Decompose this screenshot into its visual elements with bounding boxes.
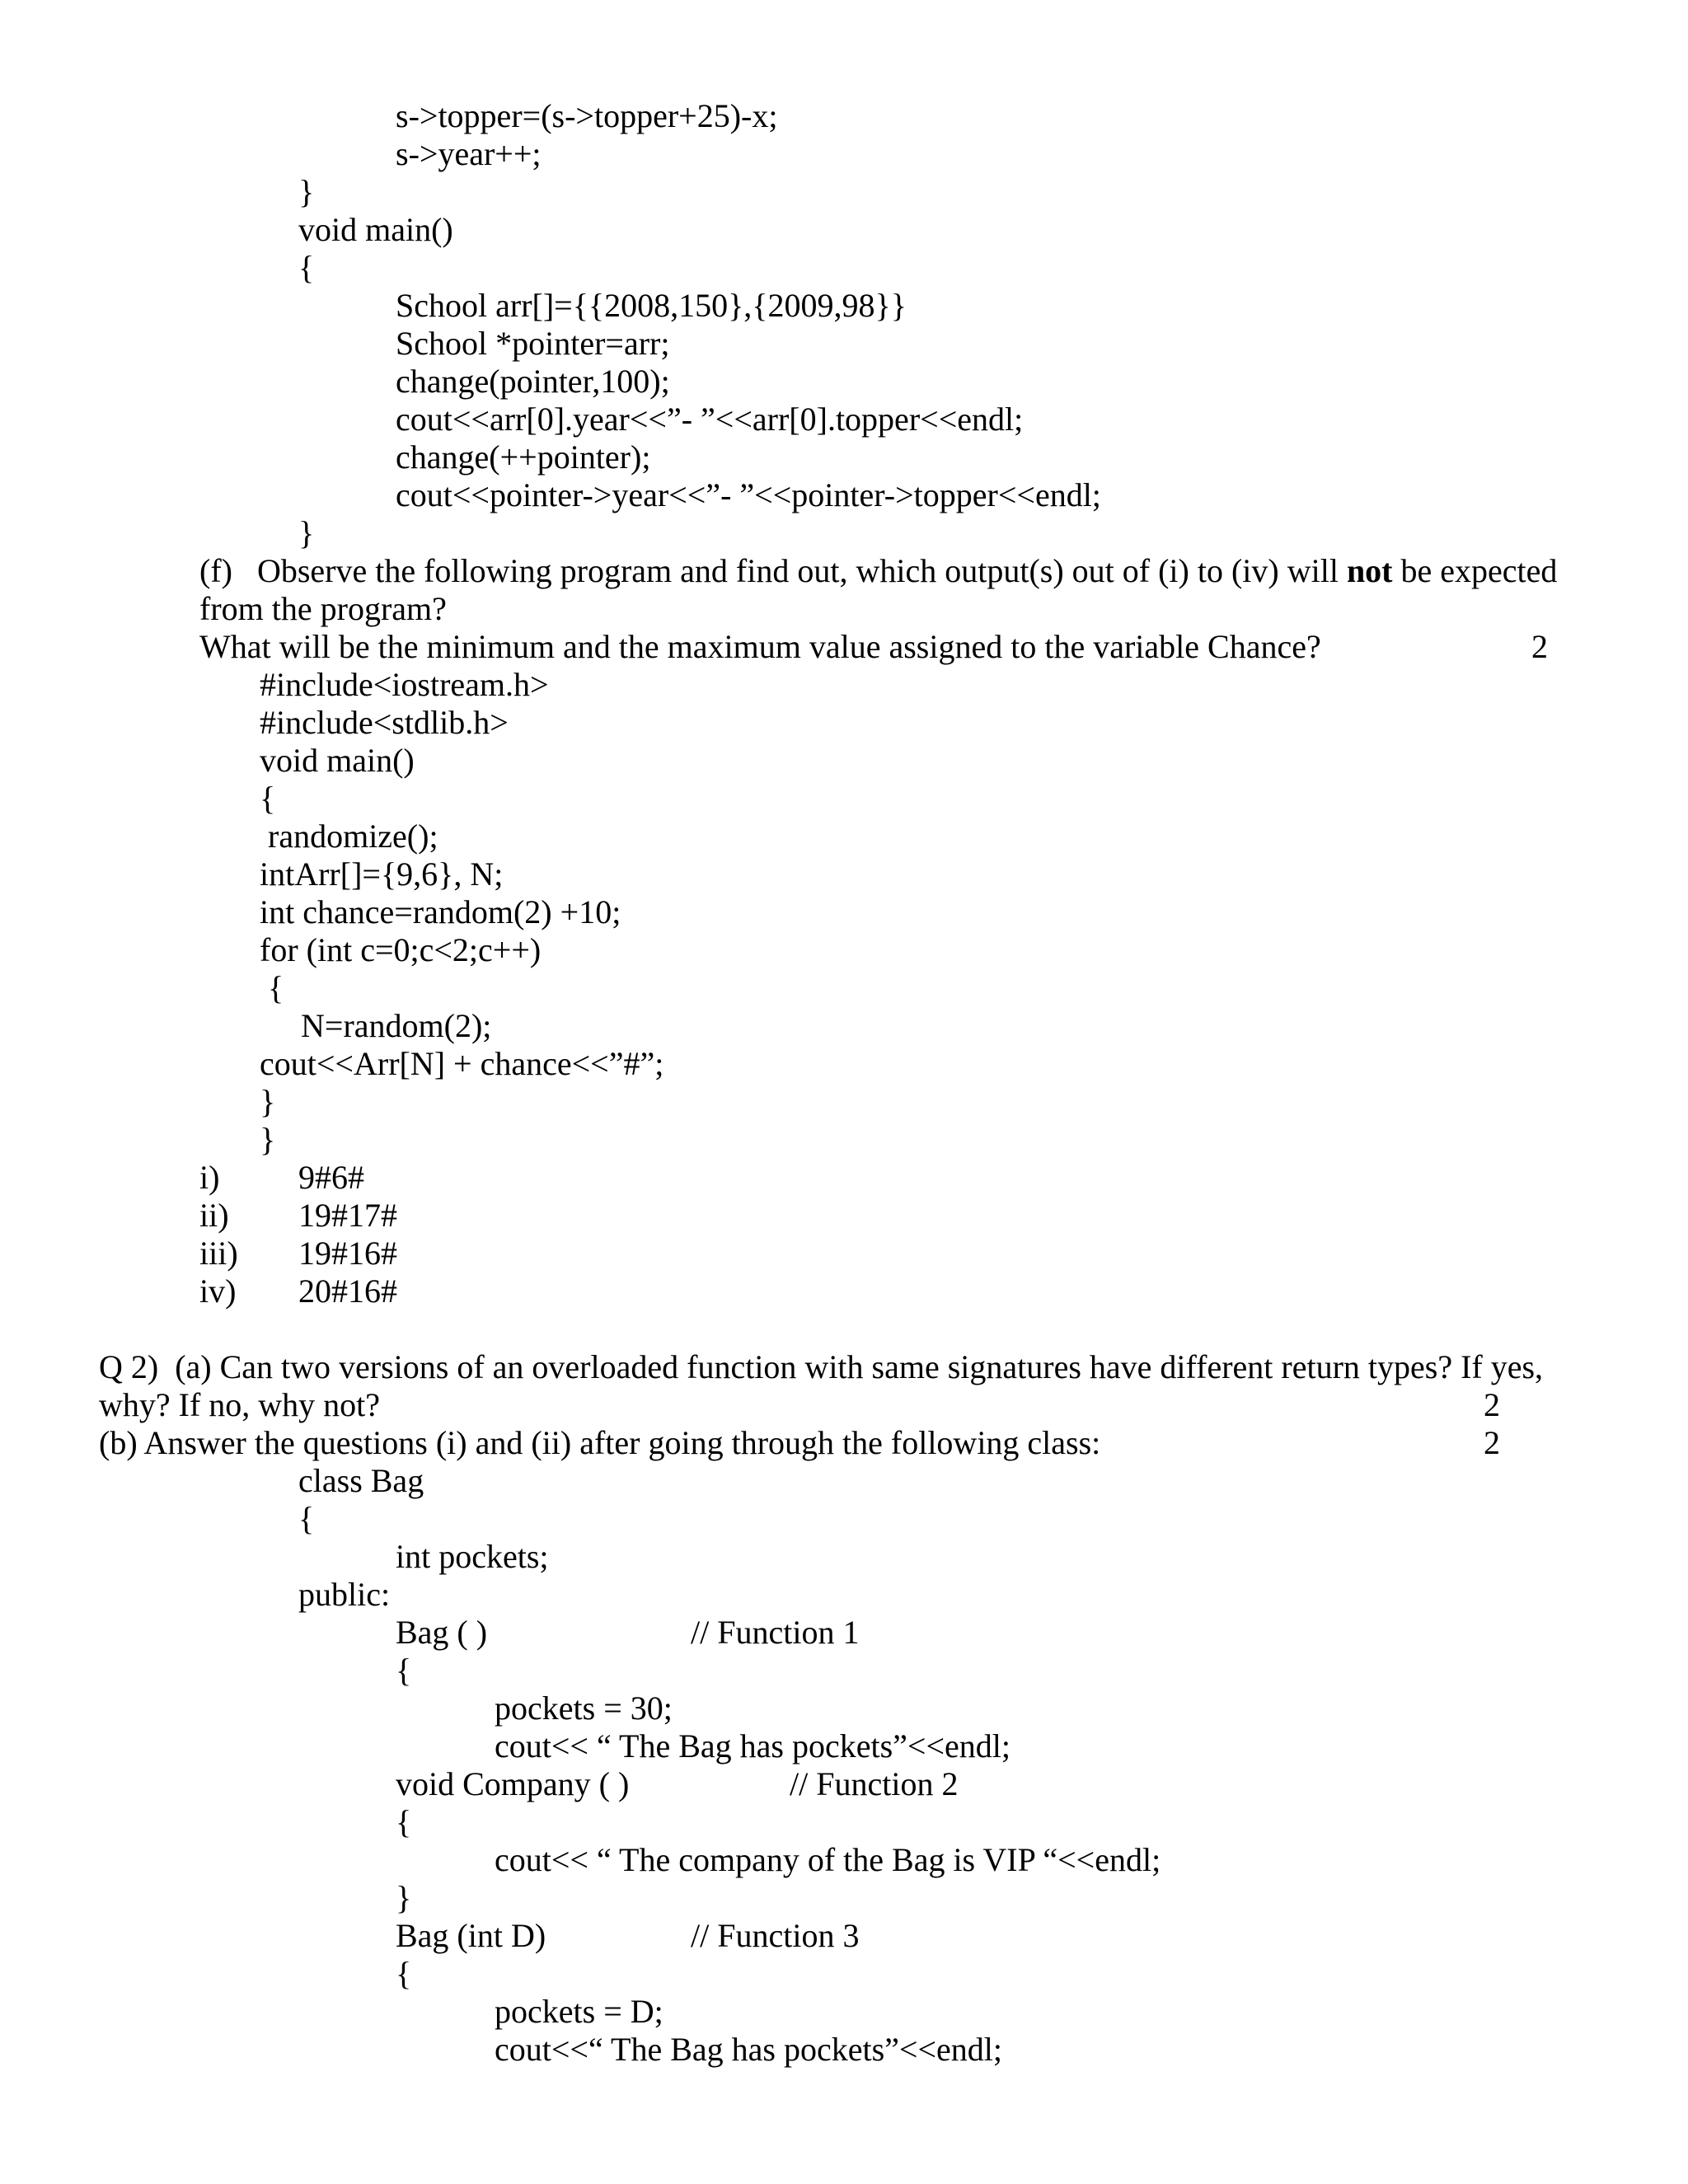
- code-line: {: [396, 1955, 412, 1992]
- code-line: }: [260, 1083, 276, 1120]
- code-line: randomize();: [260, 818, 438, 855]
- option-number: ii): [199, 1197, 229, 1234]
- code-line: #include<stdlib.h>: [260, 704, 509, 741]
- code-line: s->year++;: [396, 135, 542, 172]
- code-line: cout<< “ The Bag has pockets”<<endl;: [495, 1727, 1010, 1765]
- code-line: int pockets;: [396, 1538, 549, 1575]
- code-line: {: [396, 1803, 412, 1840]
- option-number: i): [199, 1159, 220, 1196]
- marks: 2: [1484, 1386, 1500, 1423]
- code-line: void main(): [298, 211, 453, 248]
- code-comment: // Function 2: [790, 1765, 959, 1802]
- emphasis-not: not: [1346, 552, 1393, 589]
- option-number: iii): [199, 1235, 238, 1272]
- option-value: 19#16#: [298, 1235, 397, 1272]
- code-line: change(pointer,100);: [396, 363, 670, 400]
- question-f-line2: from the program?: [199, 590, 447, 627]
- code-line: s->topper=(s->topper+25)-x;: [396, 97, 778, 134]
- option-value: 20#16#: [298, 1272, 397, 1310]
- code-line: cout<<“ The Bag has pockets”<<endl;: [495, 2031, 1002, 2068]
- code-line: cout<<Arr[N] + chance<<”#”;: [260, 1045, 664, 1082]
- code-line: {: [260, 780, 276, 817]
- question-f-line1: (f) Observe the following program and find out, which output(s) out of (i) to (iv) will not be expected: [199, 552, 1558, 589]
- code-line: pockets = D;: [495, 1993, 663, 2030]
- marks: 2: [1484, 1424, 1500, 1461]
- code-comment: // Function 3: [691, 1917, 860, 1954]
- code-line: {: [396, 1652, 412, 1689]
- option-number: iv): [199, 1272, 237, 1310]
- code-line: int chance=random(2) +10;: [260, 893, 621, 930]
- option-value: 9#6#: [298, 1159, 364, 1196]
- code-line: void Company ( ): [396, 1765, 630, 1802]
- code-line: {: [260, 969, 284, 1006]
- code-line: {: [298, 1500, 315, 1537]
- code-line: cout<< “ The company of the Bag is VIP “<<endl;: [495, 1841, 1161, 1878]
- code-line: cout<<pointer->year<<”- ”<<pointer->topper<<endl;: [396, 476, 1101, 513]
- code-line: #include<iostream.h>: [260, 666, 549, 703]
- code-line: }: [298, 514, 315, 551]
- code-line: for (int c=0;c<2;c++): [260, 931, 542, 968]
- code-line: public:: [298, 1576, 391, 1613]
- question-2a-line2: why? If no, why not?: [99, 1386, 381, 1423]
- code-line: School *pointer=arr;: [396, 325, 670, 362]
- code-line: Bag ( ): [396, 1614, 488, 1651]
- code-line: }: [260, 1121, 276, 1158]
- question-f-line3: What will be the minimum and the maximum value assigned to the variable Chance?: [199, 628, 1321, 665]
- code-line: class Bag: [298, 1462, 424, 1499]
- question-2b-line: (b) Answer the questions (i) and (ii) after going through the following class:: [99, 1424, 1101, 1461]
- code-line: }: [396, 1879, 412, 1916]
- marks: 2: [1531, 628, 1548, 665]
- code-line: {: [298, 249, 315, 286]
- code-line: intArr[]={9,6}, N;: [260, 855, 504, 893]
- code-line: change(++pointer);: [396, 438, 651, 476]
- option-value: 19#17#: [298, 1197, 397, 1234]
- code-line: cout<<arr[0].year<<”- ”<<arr[0].topper<<endl;: [396, 401, 1024, 438]
- code-line: N=random(2);: [260, 1007, 492, 1044]
- code-line: }: [298, 173, 315, 210]
- code-line: Bag (int D): [396, 1917, 546, 1954]
- code-line: void main(): [260, 742, 415, 779]
- question-2a-line1: Q 2) (a) Can two versions of an overloaded function with same signatures have different return types? If yes,: [99, 1348, 1544, 1385]
- code-line: School arr[]={{2008,150},{2009,98}}: [396, 287, 907, 324]
- code-line: pockets = 30;: [495, 1690, 673, 1727]
- code-comment: // Function 1: [691, 1614, 860, 1651]
